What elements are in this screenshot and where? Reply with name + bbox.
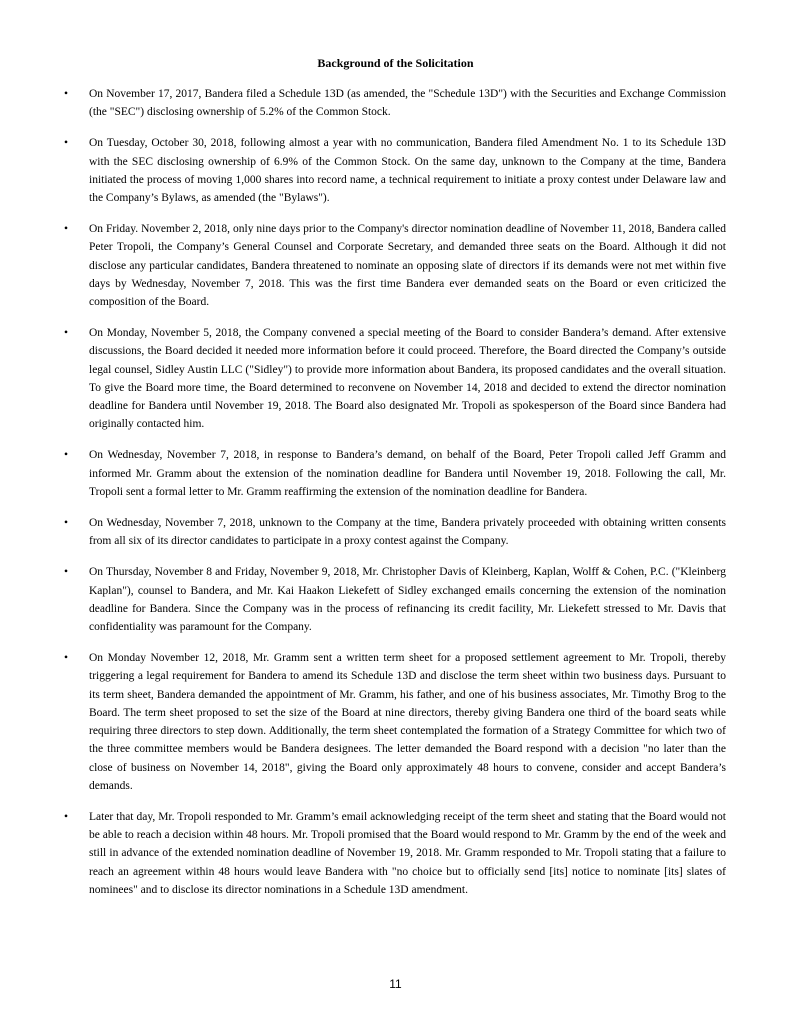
bullet-item: [0, 446, 791, 501]
bullet-icon: •: [64, 449, 69, 462]
bullet-icon: •: [64, 88, 69, 100]
bullet-item: [0, 220, 791, 311]
bullet-text: On Thursday, November 8 and Friday, November 9, 2018, Mr. Christopher Davis of Kleinberg, Kaplan, Wolff & Cohen, P.C. ("Kleinberg Kaplan"), counsel to Bandera, and Mr. Kai Haakon Liekefett of Sidley exchanged emails concerning the extension of the nomination deadline for Bandera. Since the Company was in the process of refinancing its credit facility, Mr. Liekefett stressed to Mr. Davis that confidentiality was paramount for the Company.: [89, 566, 726, 634]
bullet-icon: •: [64, 566, 69, 579]
bullet-text: On Monday November 12, 2018, Mr. Gramm sent a written term sheet for a proposed settlement agreement to Mr. Tropoli, thereby triggering a legal requirement for Bandera to amend its Schedule 13D and disclose the term sheet within two business days. Pursuant to its term sheet, Bandera demanded the appointment of Mr. Gramm, his father, and one of his business associates, Mr. Timothy Brog to the Board. The term sheet proposed to set the size of the Board at nine directors, thereby giving Bandera one third of the board seats while requiring three directors to step down. Additionally, the term sheet contemplated the formation of a Strategy Committee for which two of the three committee members would be Bandera designees. The letter demanded the Board respond with a decision "no later than the close of business on November 14, 2018", giving the Board only approximately 48 hours to convene, consider and accept Bandera’s demands.: [89, 652, 726, 792]
bullet-text: On Friday. November 2, 2018, only nine days prior to the Company's director nomination deadline of November 11, 2018, Bandera called Peter Tropoli, the Company’s General Counsel and Corporate Secretary, and demanded three seats on the Board. Although it did not disclose any particular candidates, Bandera threatened to nominate an opposing slate of directors if its demands were not met within five days by Wednesday, November 7, 2018. This was the first time Bandera ever demanded seats on the Board or even criticized the composition of the Board.: [89, 223, 726, 309]
bullet-icon: •: [64, 517, 69, 530]
bullet-text: On Tuesday, October 30, 2018, following almost a year with no communication, Bandera filed Amendment No. 1 to its Schedule 13D with the SEC disclosing ownership of 6.9% of the Common Stock. On the same day, unknown to the Company at the time, Bandera initiated the process of moving 1,000 shares into record name, a technical requirement to initiate a proxy contest under Delaware law and the Company’s Bylaws, as amended (the "Bylaws").: [89, 137, 726, 205]
bullet-item: [0, 85, 791, 121]
bullet-item: [0, 649, 791, 795]
bullet-item: [0, 563, 791, 636]
bullet-item: [0, 134, 791, 207]
bullet-item: [0, 808, 791, 899]
bullet-list: [0, 85, 791, 912]
bullet-text: Later that day, Mr. Tropoli responded to Mr. Gramm’s email acknowledging receipt of the term sheet and stating that the Board would not be able to reach a decision within 48 hours. Mr. Tropoli promised that the Board would respond to Mr. Gramm by the end of the week and still in advance of the extended nomination deadline of November 19, 2018. Mr. Gramm responded to Mr. Tropoli stating that a failure to reach an agreement within 48 hours would leave Bandera with "no choice but to officially send [its] notice to nominate [its] slates of nominees" and to disclose its director nominations in a Schedule 13D amendment.: [89, 810, 726, 896]
bullet-icon: •: [64, 223, 69, 236]
bullet-icon: •: [64, 652, 69, 665]
bullet-item: [0, 514, 791, 550]
bullet-item: [0, 324, 791, 433]
bullet-text: On Wednesday, November 7, 2018, unknown to the Company at the time, Bandera privately proceeded with obtaining written consents from all six of its director candidates to participate in a proxy contest against the Company.: [89, 517, 726, 548]
section-heading: Background of the Solicitation: [317, 56, 474, 70]
bullet-icon: •: [64, 137, 69, 150]
page-number: 11: [389, 977, 402, 991]
bullet-text: On Wednesday, November 7, 2018, in response to Bandera’s demand, on behalf of the Board, Peter Tropoli called Jeff Gramm and informed Mr. Gramm about the extension of the nomination deadline for Bandera until November 19, 2018. Following the call, Mr. Tropoli sent a formal letter to Mr. Gramm reaffirming the extension of the nomination deadline for Bandera.: [89, 449, 726, 498]
bullet-icon: •: [64, 327, 69, 340]
bullet-icon: •: [64, 810, 69, 823]
bullet-text: On November 17, 2017, Bandera filed a Schedule 13D (as amended, the "Schedule 13D") with the Securities and Exchange Commission (the "SEC") disclosing ownership of 5.2% of the Common Stock.: [89, 88, 726, 119]
bullet-text: On Monday, November 5, 2018, the Company convened a special meeting of the Board to consider Bandera’s demand. After extensive discussions, the Board decided it needed more information before it could proceed. Therefore, the Board directed the Company’s outside legal counsel, Sidley Austin LLC ("Sidley") to provide more information about Bandera, its proposed candidates and the overall situation. To give the Board more time, the Board determined to reconvene on November 14, 2018 and decided to extend the director nomination deadline for Bandera until November 19, 2018. The Board also designated Mr. Tropoli as spokesperson of the Board since Bandera had originally contacted him.: [89, 327, 726, 431]
